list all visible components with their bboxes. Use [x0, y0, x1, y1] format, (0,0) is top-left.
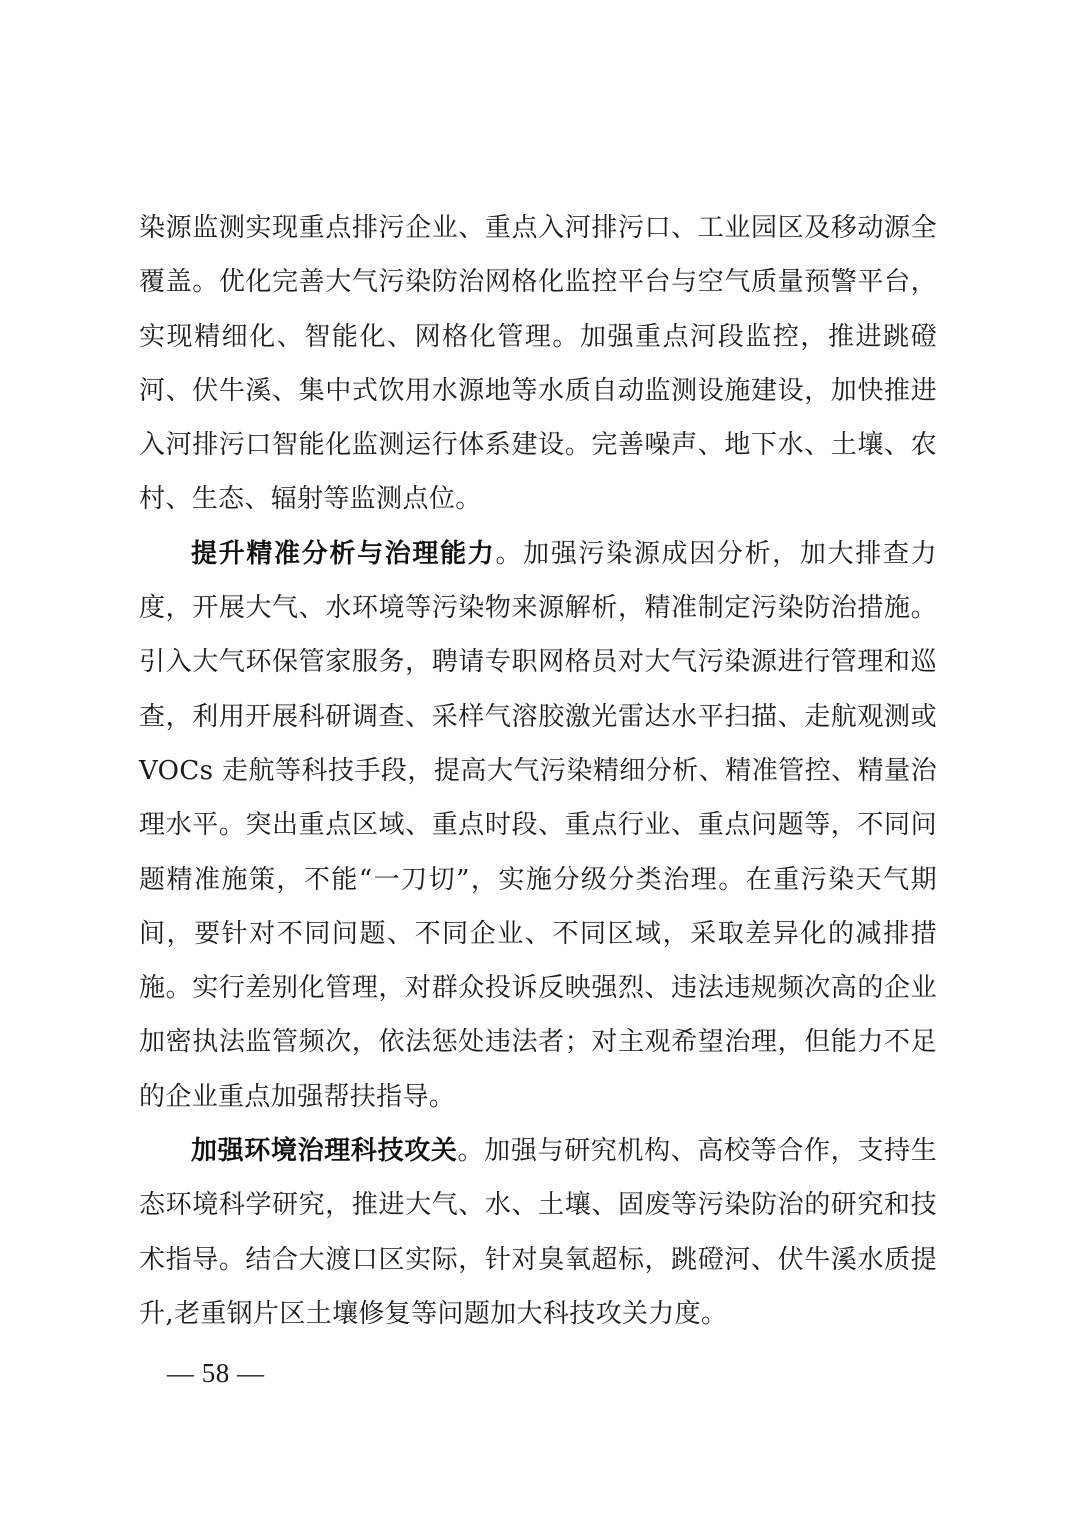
- paragraph-precision-analysis: [139, 527, 937, 1124]
- document-body: [139, 201, 937, 1341]
- paragraph-monitoring-coverage: [139, 201, 937, 527]
- section-heading-precision-analysis: 提升精准分析与治理能力: [191, 538, 496, 569]
- paragraph-tech-research: [139, 1124, 937, 1341]
- section-heading-tech-research: 加强环境治理科技攻关: [191, 1136, 458, 1167]
- paragraph-text: 染源监测实现重点排污企业、重点入河排污口、工业园区及移动源全覆盖。优化完善大气污染防治网格化监控平台与空气质量预警平台，实现精细化、智能化、网格化管理。加强重点河段监控，推进跳磴河、伏牛溪、集中式饮用水源地等水质自动监测设施建设，加快推进入河排污口智能化监测运行体系建设。完善噪声、地下水、土壤、农村、生态、辐射等监测点位。: [139, 213, 937, 515]
- page-number: — 58 —: [167, 1358, 265, 1388]
- paragraph-text: 。加强与研究机构、高校等合作，支持生态环境科学研究，推进大气、水、土壤、固废等污染防治的研究和技术指导。结合大渡口区实际，针对臭氧超标，跳磴河、伏牛溪水质提升,老重钢片区土壤修复等问题加大科技攻关力度。: [139, 1136, 937, 1329]
- paragraph-text: 。加强污染源成因分析，加大排查力度，开展大气、水环境等污染物来源解析，精准制定污染防治措施。引入大气环保管家服务，聘请专职网格员对大气污染源进行管理和巡查，利用开展科研调查、采样气溶胶激光雷达水平扫描、走航观测或 VOCs 走航等科技手段，提高大气污染精细分析、精准管控、精量治理水平。突出重点区域、重点时段、重点行业、重点问题等，不同问题精准施策，不能“一刀切”，实施分级分类治理。在重污染天气期间，要针对不同问题、不同企业、不同区域，采取差异化的减排措施。实行差别化管理，对群众投诉反映强烈、违法违规频次高的企业加密执法监管频次，依法惩处违法者；对主观希望治理，但能力不足的企业重点加强帮扶指导。: [139, 538, 937, 1112]
